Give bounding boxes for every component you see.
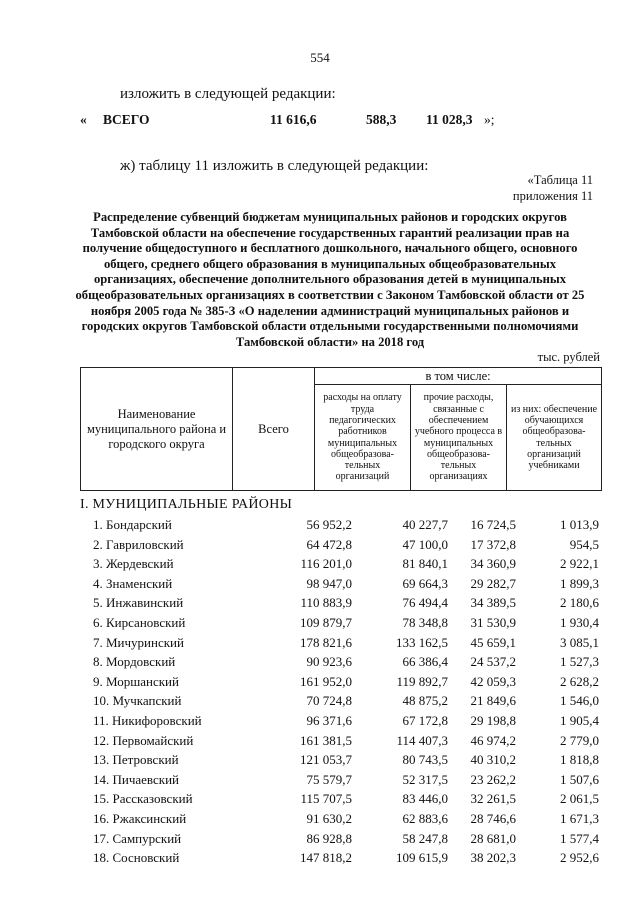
district-name: 14. Пичаевский bbox=[93, 771, 179, 787]
total-value: 161 952,0 bbox=[300, 673, 352, 689]
district-name: 7. Мичуринский bbox=[93, 634, 184, 650]
textbooks-value: 1 527,3 bbox=[560, 654, 599, 670]
total-value: 75 579,7 bbox=[306, 771, 352, 787]
other-expenses-value: 34 360,9 bbox=[470, 556, 516, 572]
district-name: 5. Инжавинский bbox=[93, 595, 184, 611]
table-row bbox=[80, 574, 601, 594]
table-row bbox=[80, 672, 601, 692]
page-number: 554 bbox=[310, 50, 330, 65]
total-value: 147 818,2 bbox=[300, 850, 352, 866]
total-value: 86 928,8 bbox=[306, 830, 352, 846]
district-name: 13. Петровский bbox=[93, 752, 179, 768]
table-row bbox=[80, 633, 601, 653]
salaries-value: 133 162,5 bbox=[396, 634, 448, 650]
other-expenses-value: 17 372,8 bbox=[470, 536, 516, 552]
table-reference bbox=[513, 172, 593, 204]
district-name: 3. Жердевский bbox=[93, 556, 174, 572]
header-total-column: Всего bbox=[233, 368, 315, 491]
salaries-value: 83 446,0 bbox=[402, 791, 448, 807]
total-value: 178 821,6 bbox=[300, 634, 352, 650]
district-name: 16. Ржаксинский bbox=[93, 810, 187, 826]
textbooks-value: 3 085,1 bbox=[560, 634, 599, 650]
total-value: 110 883,9 bbox=[300, 595, 352, 611]
header-col-textbooks: из них: обеспечение обучающихся общеобразова-тельных организаций учебниками bbox=[507, 385, 602, 491]
other-expenses-value: 31 530,9 bbox=[470, 614, 516, 630]
table-row bbox=[80, 809, 601, 829]
textbooks-value: 1 577,4 bbox=[560, 830, 599, 846]
table-row bbox=[80, 848, 601, 868]
table-row bbox=[80, 652, 601, 672]
table-row bbox=[80, 593, 601, 613]
other-expenses-value: 29 198,8 bbox=[470, 712, 516, 728]
textbooks-value: 1 818,8 bbox=[560, 752, 599, 768]
salaries-value: 78 348,8 bbox=[402, 614, 448, 630]
total-value: 115 707,5 bbox=[300, 791, 352, 807]
table-row bbox=[80, 789, 601, 809]
total-value: 91 630,2 bbox=[306, 810, 352, 826]
salaries-value: 80 743,5 bbox=[402, 752, 448, 768]
table-row bbox=[80, 829, 601, 849]
table-ref-line-2: приложения 11 bbox=[512, 189, 593, 203]
salaries-value: 47 100,0 bbox=[402, 536, 448, 552]
table-row bbox=[80, 770, 601, 790]
salaries-value: 62 883,6 bbox=[402, 810, 448, 826]
other-expenses-value: 42 059,3 bbox=[470, 673, 516, 689]
salaries-value: 40 227,7 bbox=[402, 517, 448, 532]
total-value: 109 879,7 bbox=[300, 614, 352, 630]
other-expenses-value: 40 310,2 bbox=[470, 752, 516, 768]
data-rows bbox=[80, 515, 601, 868]
other-expenses-value: 23 262,2 bbox=[470, 771, 516, 787]
textbooks-value: 1 671,3 bbox=[560, 810, 599, 826]
total-value: 121 053,7 bbox=[300, 752, 352, 768]
district-name: 9. Моршанский bbox=[93, 673, 179, 689]
other-expenses-value: 24 537,2 bbox=[470, 654, 516, 670]
salaries-value: 66 386,4 bbox=[402, 654, 448, 670]
textbooks-value: 2 952,6 bbox=[560, 850, 599, 866]
table-row bbox=[80, 515, 601, 535]
salaries-value: 48 875,2 bbox=[402, 693, 448, 709]
other-expenses-value: 45 659,1 bbox=[470, 634, 516, 650]
total-value-1: 11 616,6 bbox=[270, 112, 317, 127]
district-name: 2. Гавриловский bbox=[93, 536, 184, 552]
total-value: 98 947,0 bbox=[306, 575, 352, 591]
textbooks-value: 954,5 bbox=[569, 536, 599, 552]
other-expenses-value: 16 724,5 bbox=[470, 517, 516, 532]
salaries-value: 81 840,1 bbox=[402, 556, 448, 572]
total-value-2: 588,3 bbox=[366, 112, 397, 127]
header-col-salaries: расходы на оплату труда педагогических работников муниципальных общеобразова-тельных организаций bbox=[315, 385, 411, 491]
district-name: 4. Знаменский bbox=[93, 575, 173, 591]
section-title: I. МУНИЦИПАЛЬНЫЕ РАЙОНЫ bbox=[80, 497, 293, 512]
textbooks-value: 2 061,5 bbox=[560, 791, 599, 807]
textbooks-value: 1 930,4 bbox=[560, 614, 599, 630]
salaries-value: 109 615,9 bbox=[396, 850, 448, 866]
textbooks-value: 2 628,2 bbox=[560, 673, 599, 689]
district-name: 17. Сампурский bbox=[93, 830, 182, 846]
textbooks-value: 1 546,0 bbox=[560, 693, 599, 709]
table-row bbox=[80, 554, 601, 574]
header-col-other-expenses: прочие расходы, связанные с обеспечением учебного процесса в муниципальных общеобразова-тельных организациях bbox=[411, 385, 507, 491]
salaries-value: 69 664,3 bbox=[402, 575, 448, 591]
textbooks-value: 2 779,0 bbox=[560, 732, 599, 748]
other-expenses-value: 29 282,7 bbox=[470, 575, 516, 591]
table-header bbox=[80, 367, 602, 491]
table-row bbox=[80, 750, 601, 770]
other-expenses-value: 38 202,3 bbox=[470, 850, 516, 866]
total-value: 161 381,5 bbox=[300, 732, 352, 748]
header-including: в том числе: bbox=[315, 368, 602, 385]
other-expenses-value: 21 849,6 bbox=[470, 693, 516, 709]
table-row bbox=[80, 711, 601, 731]
total-label: ВСЕГО bbox=[103, 112, 150, 127]
salaries-value: 67 172,8 bbox=[402, 712, 448, 728]
textbooks-value: 1 899,3 bbox=[560, 575, 599, 591]
intro-line: изложить в следующей редакции: bbox=[120, 86, 336, 102]
salaries-value: 58 247,8 bbox=[402, 830, 448, 846]
other-expenses-value: 28 746,6 bbox=[470, 810, 516, 826]
unit-label: тыс. рублей bbox=[537, 350, 600, 364]
other-expenses-value: 34 389,5 bbox=[470, 595, 516, 611]
instruction-line: ж) таблицу 11 изложить в следующей редакции: bbox=[120, 158, 429, 174]
total-close: »; bbox=[484, 112, 495, 127]
other-expenses-value: 28 681,0 bbox=[470, 830, 516, 846]
total-value: 64 472,8 bbox=[306, 536, 352, 552]
total-value: 116 201,0 bbox=[300, 556, 352, 572]
table-ref-line-1: «Таблица 11 bbox=[527, 173, 593, 187]
total-value: 70 724,8 bbox=[306, 693, 352, 709]
district-name: 18. Сосновский bbox=[93, 850, 180, 866]
table-row bbox=[80, 731, 601, 751]
district-name: 11. Никифоровский bbox=[93, 712, 202, 728]
district-name: 6. Кирсановский bbox=[93, 614, 186, 630]
district-name: 15. Рассказовский bbox=[93, 791, 193, 807]
total-value-3: 11 028,3 bbox=[426, 112, 473, 127]
salaries-value: 119 892,7 bbox=[396, 673, 448, 689]
textbooks-value: 1 905,4 bbox=[560, 712, 599, 728]
total-value: 56 952,2 bbox=[306, 517, 352, 532]
textbooks-value: 2 922,1 bbox=[560, 556, 599, 572]
table-row bbox=[80, 535, 601, 555]
other-expenses-value: 46 974,2 bbox=[470, 732, 516, 748]
textbooks-value: 1 013,9 bbox=[560, 517, 599, 532]
salaries-value: 52 317,5 bbox=[402, 771, 448, 787]
salaries-value: 114 407,3 bbox=[396, 732, 448, 748]
district-name: 1. Бондарский bbox=[93, 517, 172, 532]
textbooks-value: 2 180,6 bbox=[560, 595, 599, 611]
district-name: 12. Первомайский bbox=[93, 732, 194, 748]
district-name: 8. Мордовский bbox=[93, 654, 176, 670]
total-value: 90 923,6 bbox=[306, 654, 352, 670]
table-heading: Распределение субвенций бюджетам муниципальных районов и городских округов Тамбовской области на обеспечение государственных гарантий реализации прав на получение общедоступного и бесплатного дошкольного, начального общего, основного общего, среднего общего образования в муниципальных общеобразовательных организациях, обеспечение дополнительного образования детей в муниципальных общеобразовательных организациях в соответствии с Законом Тамбовской области от 25 ноября 2005 года № 385-З «О наделении администраций муниципальных районов и городских округов Тамбовской области отдельными государственными полномочиями Тамбовской области» на 2018 год bbox=[75, 210, 585, 349]
textbooks-value: 1 507,6 bbox=[560, 771, 599, 787]
total-value: 96 371,6 bbox=[306, 712, 352, 728]
table-row bbox=[80, 613, 601, 633]
district-name: 10. Мучкапский bbox=[93, 693, 182, 709]
total-open-quote: « bbox=[80, 112, 87, 127]
salaries-value: 76 494,4 bbox=[402, 595, 448, 611]
table-row bbox=[80, 691, 601, 711]
header-name-column: Наименование муниципального района и городского округа bbox=[81, 368, 233, 491]
other-expenses-value: 32 261,5 bbox=[470, 791, 516, 807]
